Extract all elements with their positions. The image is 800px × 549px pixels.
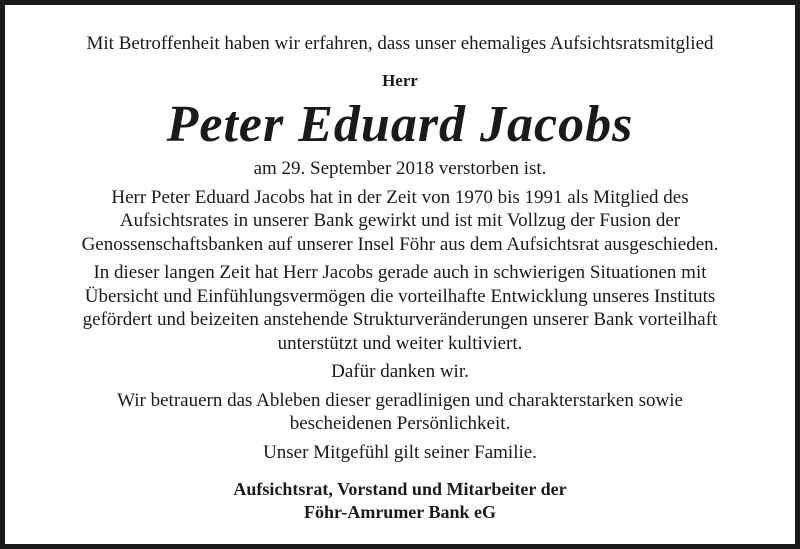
- deceased-name: Peter Eduard Jacobs: [166, 96, 634, 153]
- paragraph-line: unterstützt und weiter kultiviert.: [277, 332, 523, 354]
- paragraph-line: Aufsichtsrates in unserer Bank gewirkt und ist mit Vollzug der Fusion der: [119, 210, 681, 231]
- date-of-death: am 29. September 2018 verstorben ist.: [253, 158, 547, 179]
- notice-content: [23, 32, 777, 524]
- paragraph-line: Herr Peter Eduard Jacobs hat in der Zeit von 1970 bis 1991 als Mitglied des: [111, 186, 689, 208]
- signature-line: Föhr-Amrumer Bank eG: [304, 502, 496, 522]
- paragraph-membership: [23, 186, 777, 257]
- paragraph-merits: [23, 261, 777, 355]
- signature-block: [23, 478, 777, 524]
- paragraph-line: Genossenschaftsbanken auf unserer Insel Föhr aus dem Aufsichtsrat ausgeschieden.: [81, 233, 719, 255]
- paragraph-line: Übersicht und Einfühlungsvermögen die vorteilhafte Entwicklung unseres Instituts: [84, 285, 716, 307]
- paragraph-mourning: [23, 389, 777, 436]
- paragraph-line: Wir betrauern das Ableben dieser geradlinigen und charakterstarken sowie: [117, 389, 683, 411]
- paragraph-line: gefördert und beizeiten anstehende Strukturveränderungen unserer Bank vorteilhaft: [82, 309, 718, 330]
- thanks-text: Dafür danken wir.: [331, 361, 469, 382]
- intro-text: Mit Betroffenheit haben wir erfahren, dass unser ehemaliges Aufsichtsratsmitglied: [86, 33, 714, 54]
- paragraph-line: bescheidenen Persönlichkeit.: [289, 413, 511, 434]
- sympathy-text: Unser Mitgefühl gilt seiner Familie.: [263, 441, 537, 463]
- salutation: Herr: [382, 71, 418, 90]
- signature-line: Aufsichtsrat, Vorstand und Mitarbeiter der: [233, 479, 567, 499]
- paragraph-line: In dieser langen Zeit hat Herr Jacobs gerade auch in schwierigen Situationen mit: [93, 262, 707, 283]
